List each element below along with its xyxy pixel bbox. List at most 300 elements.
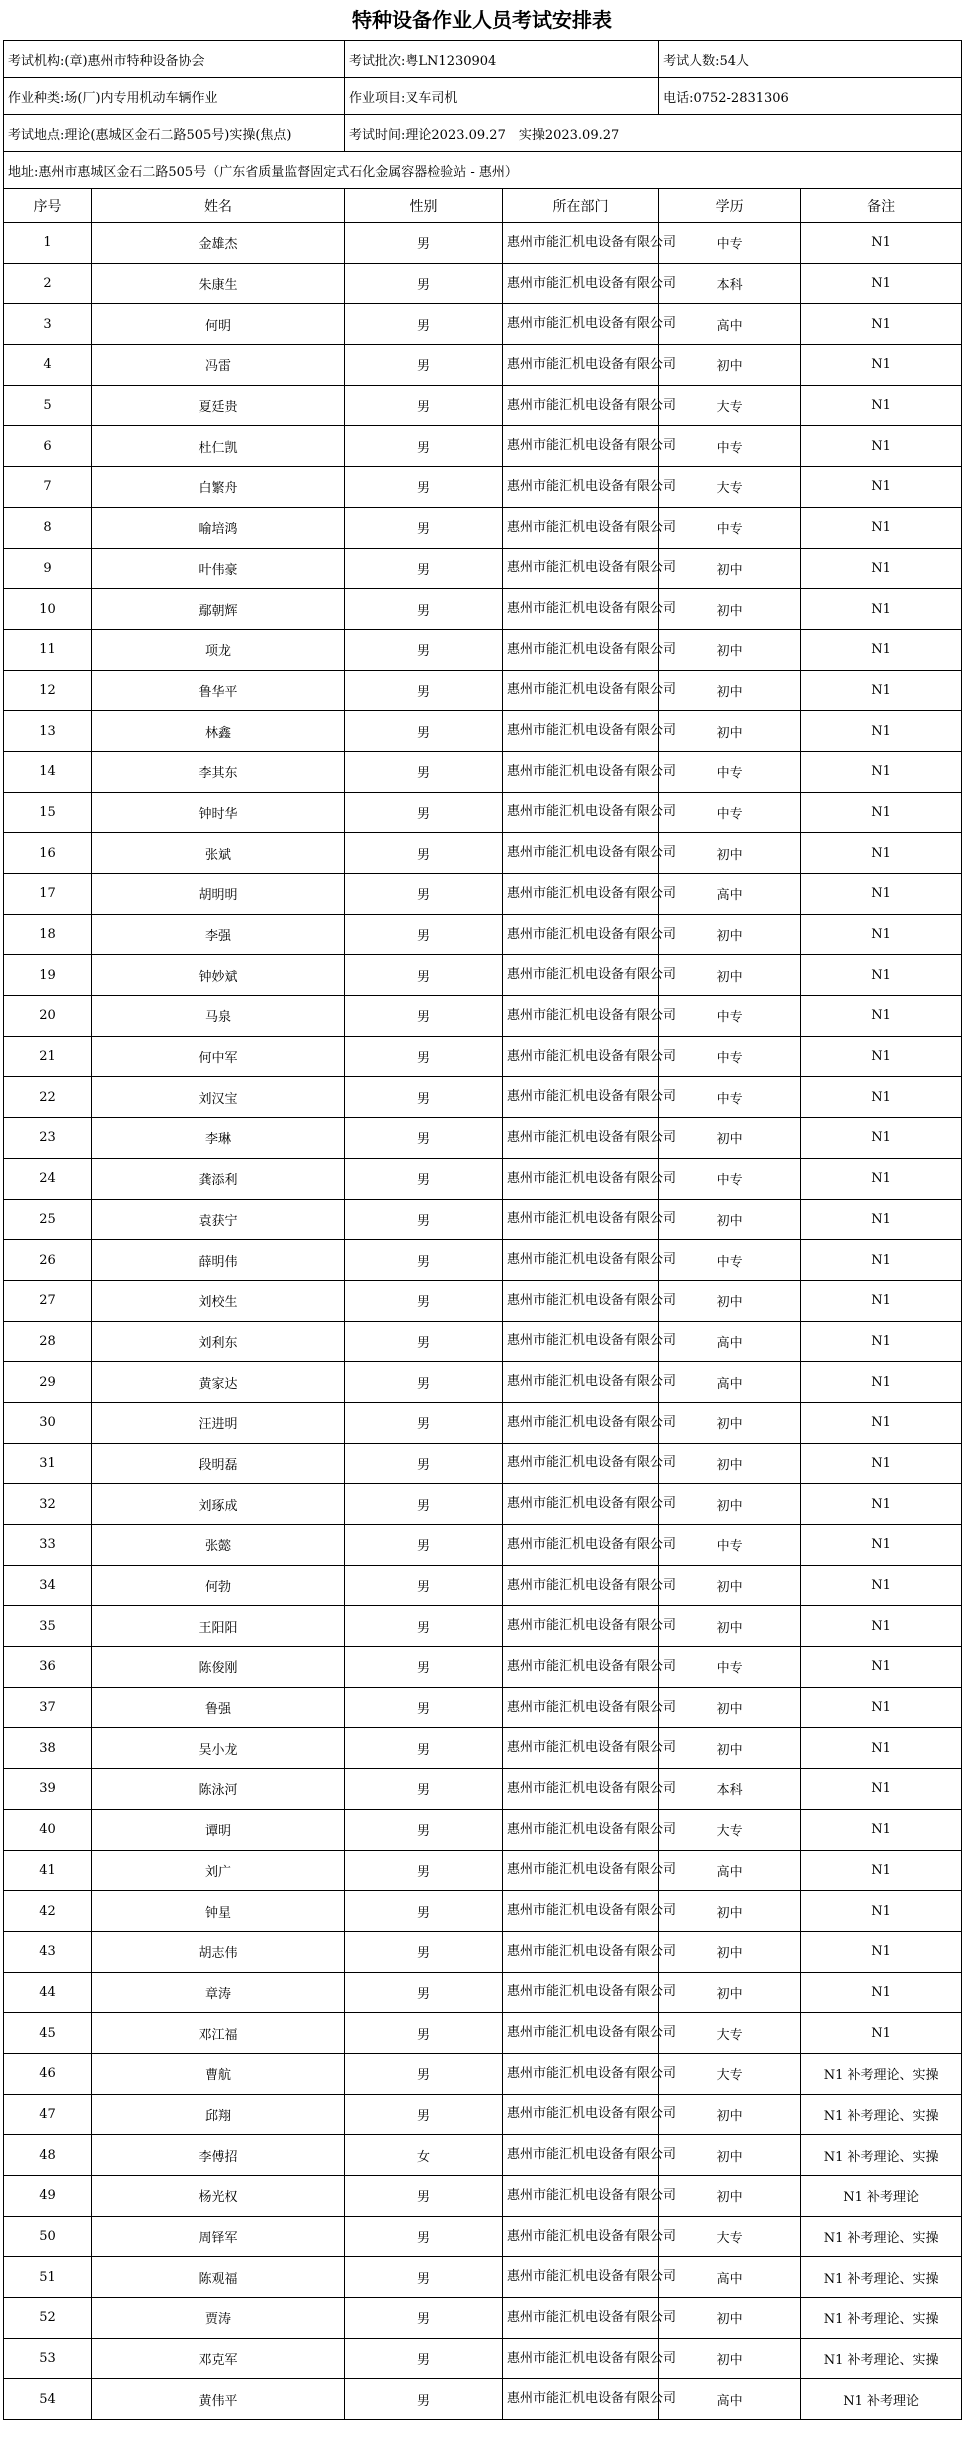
row-note: N1 bbox=[801, 1972, 962, 2013]
row-note: N1 bbox=[801, 1077, 962, 1118]
table-row bbox=[4, 507, 962, 548]
table-row bbox=[4, 1321, 962, 1362]
row-no: 54 bbox=[4, 2379, 92, 2420]
row-name: 胡明明 bbox=[92, 874, 345, 915]
row-no: 7 bbox=[4, 467, 92, 508]
table-row bbox=[4, 792, 962, 833]
row-name: 张懿 bbox=[92, 1525, 345, 1566]
row-note: N1 bbox=[801, 1647, 962, 1688]
row-name: 黄家达 bbox=[92, 1362, 345, 1403]
row-education: 初中 bbox=[659, 955, 801, 996]
row-education: 大专 bbox=[659, 2216, 801, 2257]
row-no: 43 bbox=[4, 1931, 92, 1972]
row-note: N1 bbox=[801, 1687, 962, 1728]
row-sex: 男 bbox=[345, 2257, 503, 2298]
row-sex: 男 bbox=[345, 996, 503, 1037]
row-note: N1 bbox=[801, 1280, 962, 1321]
table-row bbox=[4, 1443, 962, 1484]
row-no: 9 bbox=[4, 548, 92, 589]
header-note: 备注 bbox=[801, 189, 962, 223]
exam-location: 考试地点:理论(惠城区金石二路505号)实操(焦点) bbox=[4, 115, 345, 152]
row-sex: 男 bbox=[345, 914, 503, 955]
row-sex: 男 bbox=[345, 711, 503, 752]
row-sex: 男 bbox=[345, 1362, 503, 1403]
row-note: N1 bbox=[801, 426, 962, 467]
table-row bbox=[4, 874, 962, 915]
table-row bbox=[4, 1931, 962, 1972]
header-sex: 性别 bbox=[345, 189, 503, 223]
row-note: N1 bbox=[801, 996, 962, 1037]
row-note: N1 补考理论、实操 bbox=[801, 2135, 962, 2176]
row-no: 29 bbox=[4, 1362, 92, 1403]
table-row bbox=[4, 1850, 962, 1891]
exam-count: 考试人数:54人 bbox=[659, 41, 962, 78]
row-no: 8 bbox=[4, 507, 92, 548]
table-row bbox=[4, 426, 962, 467]
row-department: 惠州市能汇机电设备有限公司 bbox=[503, 1728, 659, 1769]
row-department: 惠州市能汇机电设备有限公司 bbox=[503, 629, 659, 670]
row-sex: 男 bbox=[345, 955, 503, 996]
row-education: 初中 bbox=[659, 711, 801, 752]
row-name: 陈观福 bbox=[92, 2257, 345, 2298]
table-row bbox=[4, 1077, 962, 1118]
row-education: 中专 bbox=[659, 1647, 801, 1688]
row-department: 惠州市能汇机电设备有限公司 bbox=[503, 2135, 659, 2176]
row-note: N1 补考理论、实操 bbox=[801, 2216, 962, 2257]
row-sex: 男 bbox=[345, 345, 503, 386]
row-note: N1 bbox=[801, 1565, 962, 1606]
table-row bbox=[4, 996, 962, 1037]
row-name: 黄伟平 bbox=[92, 2379, 345, 2420]
row-sex: 男 bbox=[345, 670, 503, 711]
header-no: 序号 bbox=[4, 189, 92, 223]
row-sex: 男 bbox=[345, 1606, 503, 1647]
table-row bbox=[4, 548, 962, 589]
row-no: 19 bbox=[4, 955, 92, 996]
row-department: 惠州市能汇机电设备有限公司 bbox=[503, 1972, 659, 2013]
exam-address: 地址:惠州市惠城区金石二路505号（广东省质量监督固定式石化金属容器检验站 - 惠州） bbox=[4, 152, 962, 189]
row-sex: 男 bbox=[345, 507, 503, 548]
row-department: 惠州市能汇机电设备有限公司 bbox=[503, 1647, 659, 1688]
table-row bbox=[4, 345, 962, 386]
row-note: N1 bbox=[801, 1321, 962, 1362]
row-note: N1 bbox=[801, 385, 962, 426]
row-education: 大专 bbox=[659, 1809, 801, 1850]
row-department: 惠州市能汇机电设备有限公司 bbox=[503, 1525, 659, 1566]
row-sex: 男 bbox=[345, 1972, 503, 2013]
row-education: 中专 bbox=[659, 751, 801, 792]
table-row bbox=[4, 711, 962, 752]
table-row bbox=[4, 2135, 962, 2176]
row-department: 惠州市能汇机电设备有限公司 bbox=[503, 2176, 659, 2217]
row-department: 惠州市能汇机电设备有限公司 bbox=[503, 2338, 659, 2379]
row-sex: 男 bbox=[345, 1240, 503, 1281]
row-department: 惠州市能汇机电设备有限公司 bbox=[503, 1077, 659, 1118]
row-note: N1 bbox=[801, 792, 962, 833]
table-row bbox=[4, 1565, 962, 1606]
row-name: 李琳 bbox=[92, 1118, 345, 1159]
row-note: N1 bbox=[801, 1606, 962, 1647]
row-no: 37 bbox=[4, 1687, 92, 1728]
row-education: 中专 bbox=[659, 223, 801, 264]
row-sex: 男 bbox=[345, 1158, 503, 1199]
row-education: 初中 bbox=[659, 1687, 801, 1728]
row-department: 惠州市能汇机电设备有限公司 bbox=[503, 1931, 659, 1972]
row-name: 李傅招 bbox=[92, 2135, 345, 2176]
row-department: 惠州市能汇机电设备有限公司 bbox=[503, 385, 659, 426]
table-row bbox=[4, 1769, 962, 1810]
row-sex: 男 bbox=[345, 1077, 503, 1118]
row-department: 惠州市能汇机电设备有限公司 bbox=[503, 1158, 659, 1199]
row-name: 刘校生 bbox=[92, 1280, 345, 1321]
row-sex: 男 bbox=[345, 1565, 503, 1606]
row-education: 高中 bbox=[659, 1362, 801, 1403]
row-note: N1 bbox=[801, 1199, 962, 1240]
row-sex: 男 bbox=[345, 1769, 503, 1810]
row-education: 大专 bbox=[659, 2053, 801, 2094]
row-sex: 男 bbox=[345, 1036, 503, 1077]
row-no: 49 bbox=[4, 2176, 92, 2217]
row-note: N1 bbox=[801, 1931, 962, 1972]
row-department: 惠州市能汇机电设备有限公司 bbox=[503, 1443, 659, 1484]
row-name: 陈俊刚 bbox=[92, 1647, 345, 1688]
row-department: 惠州市能汇机电设备有限公司 bbox=[503, 467, 659, 508]
row-education: 初中 bbox=[659, 1280, 801, 1321]
row-note: N1 bbox=[801, 345, 962, 386]
row-note: N1 bbox=[801, 263, 962, 304]
row-no: 46 bbox=[4, 2053, 92, 2094]
header-education: 学历 bbox=[659, 189, 801, 223]
row-department: 惠州市能汇机电设备有限公司 bbox=[503, 2013, 659, 2054]
table-row bbox=[4, 914, 962, 955]
row-note: N1 bbox=[801, 1402, 962, 1443]
row-sex: 男 bbox=[345, 792, 503, 833]
table-row bbox=[4, 2176, 962, 2217]
row-no: 40 bbox=[4, 1809, 92, 1850]
row-name: 杨光权 bbox=[92, 2176, 345, 2217]
table-row bbox=[4, 1240, 962, 1281]
table-row bbox=[4, 1525, 962, 1566]
exam-schedule-table bbox=[3, 40, 962, 2420]
row-sex: 男 bbox=[345, 1687, 503, 1728]
row-department: 惠州市能汇机电设备有限公司 bbox=[503, 1484, 659, 1525]
row-sex: 男 bbox=[345, 589, 503, 630]
row-department: 惠州市能汇机电设备有限公司 bbox=[503, 223, 659, 264]
row-name: 李其东 bbox=[92, 751, 345, 792]
table-row bbox=[4, 1484, 962, 1525]
row-note: N1 bbox=[801, 589, 962, 630]
row-department: 惠州市能汇机电设备有限公司 bbox=[503, 751, 659, 792]
table-row bbox=[4, 1118, 962, 1159]
row-no: 45 bbox=[4, 2013, 92, 2054]
row-no: 4 bbox=[4, 345, 92, 386]
row-sex: 男 bbox=[345, 833, 503, 874]
row-department: 惠州市能汇机电设备有限公司 bbox=[503, 2379, 659, 2420]
row-education: 初中 bbox=[659, 1606, 801, 1647]
row-department: 惠州市能汇机电设备有限公司 bbox=[503, 1891, 659, 1932]
row-department: 惠州市能汇机电设备有限公司 bbox=[503, 2094, 659, 2135]
row-name: 何明 bbox=[92, 304, 345, 345]
row-department: 惠州市能汇机电设备有限公司 bbox=[503, 548, 659, 589]
row-note: N1 bbox=[801, 1443, 962, 1484]
row-sex: 男 bbox=[345, 1891, 503, 1932]
row-sex: 男 bbox=[345, 223, 503, 264]
row-no: 11 bbox=[4, 629, 92, 670]
table-row bbox=[4, 670, 962, 711]
row-sex: 男 bbox=[345, 1931, 503, 1972]
row-sex: 男 bbox=[345, 1443, 503, 1484]
row-no: 35 bbox=[4, 1606, 92, 1647]
row-education: 中专 bbox=[659, 996, 801, 1037]
row-sex: 男 bbox=[345, 2013, 503, 2054]
row-note: N1 bbox=[801, 751, 962, 792]
row-note: N1 补考理论、实操 bbox=[801, 2257, 962, 2298]
row-note: N1 bbox=[801, 548, 962, 589]
row-name: 曹航 bbox=[92, 2053, 345, 2094]
row-no: 13 bbox=[4, 711, 92, 752]
row-note: N1 bbox=[801, 1891, 962, 1932]
document-title: 特种设备作业人员考试安排表 bbox=[352, 8, 612, 32]
row-name: 夏廷贵 bbox=[92, 385, 345, 426]
row-name: 刘琢成 bbox=[92, 1484, 345, 1525]
row-no: 12 bbox=[4, 670, 92, 711]
table-row bbox=[4, 2338, 962, 2379]
row-note: N1 bbox=[801, 467, 962, 508]
row-education: 大专 bbox=[659, 467, 801, 508]
row-department: 惠州市能汇机电设备有限公司 bbox=[503, 2216, 659, 2257]
row-no: 47 bbox=[4, 2094, 92, 2135]
row-note: N1 bbox=[801, 833, 962, 874]
row-no: 31 bbox=[4, 1443, 92, 1484]
table-row bbox=[4, 1158, 962, 1199]
row-education: 高中 bbox=[659, 1850, 801, 1891]
row-no: 39 bbox=[4, 1769, 92, 1810]
row-name: 刘利东 bbox=[92, 1321, 345, 1362]
row-note: N1 bbox=[801, 1118, 962, 1159]
row-note: N1 bbox=[801, 1850, 962, 1891]
row-sex: 男 bbox=[345, 467, 503, 508]
row-no: 30 bbox=[4, 1402, 92, 1443]
row-no: 3 bbox=[4, 304, 92, 345]
info-row-3 bbox=[4, 115, 962, 152]
row-note: N1 bbox=[801, 1809, 962, 1850]
row-no: 10 bbox=[4, 589, 92, 630]
row-department: 惠州市能汇机电设备有限公司 bbox=[503, 1199, 659, 1240]
row-name: 陈泳河 bbox=[92, 1769, 345, 1810]
row-no: 42 bbox=[4, 1891, 92, 1932]
row-department: 惠州市能汇机电设备有限公司 bbox=[503, 996, 659, 1037]
info-row-4 bbox=[4, 152, 962, 189]
row-sex: 男 bbox=[345, 2094, 503, 2135]
table-row bbox=[4, 589, 962, 630]
row-name: 马泉 bbox=[92, 996, 345, 1037]
table-row bbox=[4, 2257, 962, 2298]
row-education: 初中 bbox=[659, 2094, 801, 2135]
exam-batch: 考试批次:粤LN1230904 bbox=[345, 41, 659, 78]
row-sex: 男 bbox=[345, 2176, 503, 2217]
row-name: 王阳阳 bbox=[92, 1606, 345, 1647]
row-education: 初中 bbox=[659, 1118, 801, 1159]
row-education: 初中 bbox=[659, 589, 801, 630]
work-project: 作业项目:叉车司机 bbox=[345, 78, 659, 115]
table-row bbox=[4, 1647, 962, 1688]
row-no: 18 bbox=[4, 914, 92, 955]
row-sex: 男 bbox=[345, 751, 503, 792]
row-name: 何中军 bbox=[92, 1036, 345, 1077]
row-no: 23 bbox=[4, 1118, 92, 1159]
row-sex: 男 bbox=[345, 629, 503, 670]
row-no: 48 bbox=[4, 2135, 92, 2176]
table-row bbox=[4, 833, 962, 874]
row-education: 高中 bbox=[659, 2257, 801, 2298]
row-education: 中专 bbox=[659, 1158, 801, 1199]
table-row bbox=[4, 2013, 962, 2054]
row-no: 28 bbox=[4, 1321, 92, 1362]
row-education: 中专 bbox=[659, 1525, 801, 1566]
row-department: 惠州市能汇机电设备有限公司 bbox=[503, 1687, 659, 1728]
row-department: 惠州市能汇机电设备有限公司 bbox=[503, 1280, 659, 1321]
table-row bbox=[4, 2298, 962, 2339]
row-no: 2 bbox=[4, 263, 92, 304]
row-education: 高中 bbox=[659, 874, 801, 915]
table-row bbox=[4, 467, 962, 508]
row-department: 惠州市能汇机电设备有限公司 bbox=[503, 1402, 659, 1443]
row-sex: 男 bbox=[345, 1402, 503, 1443]
table-row bbox=[4, 1809, 962, 1850]
row-name: 李强 bbox=[92, 914, 345, 955]
table-row bbox=[4, 955, 962, 996]
exam-time: 考试时间:理论2023.09.27 实操2023.09.27 bbox=[345, 115, 962, 152]
row-no: 52 bbox=[4, 2298, 92, 2339]
row-no: 17 bbox=[4, 874, 92, 915]
row-education: 初中 bbox=[659, 1728, 801, 1769]
row-name: 林鑫 bbox=[92, 711, 345, 752]
contact-phone: 电话:0752-2831306 bbox=[659, 78, 962, 115]
row-department: 惠州市能汇机电设备有限公司 bbox=[503, 345, 659, 386]
row-name: 龚添利 bbox=[92, 1158, 345, 1199]
row-name: 汪进明 bbox=[92, 1402, 345, 1443]
row-sex: 男 bbox=[345, 1484, 503, 1525]
row-note: N1 bbox=[801, 1484, 962, 1525]
row-department: 惠州市能汇机电设备有限公司 bbox=[503, 792, 659, 833]
row-education: 中专 bbox=[659, 507, 801, 548]
row-name: 刘广 bbox=[92, 1850, 345, 1891]
row-name: 钟时华 bbox=[92, 792, 345, 833]
info-row-2 bbox=[4, 78, 962, 115]
row-education: 初中 bbox=[659, 670, 801, 711]
row-sex: 男 bbox=[345, 426, 503, 467]
row-education: 初中 bbox=[659, 1484, 801, 1525]
row-department: 惠州市能汇机电设备有限公司 bbox=[503, 1362, 659, 1403]
row-note: N1 bbox=[801, 1158, 962, 1199]
row-note: N1 bbox=[801, 1362, 962, 1403]
table-row bbox=[4, 629, 962, 670]
table-row bbox=[4, 1036, 962, 1077]
header-name: 姓名 bbox=[92, 189, 345, 223]
row-education: 高中 bbox=[659, 304, 801, 345]
row-department: 惠州市能汇机电设备有限公司 bbox=[503, 2298, 659, 2339]
row-name: 张斌 bbox=[92, 833, 345, 874]
row-note: N1 补考理论、实操 bbox=[801, 2338, 962, 2379]
row-education: 初中 bbox=[659, 2176, 801, 2217]
row-no: 27 bbox=[4, 1280, 92, 1321]
row-sex: 男 bbox=[345, 2216, 503, 2257]
row-department: 惠州市能汇机电设备有限公司 bbox=[503, 670, 659, 711]
row-name: 章涛 bbox=[92, 1972, 345, 2013]
row-education: 本科 bbox=[659, 1769, 801, 1810]
table-row bbox=[4, 2379, 962, 2420]
row-department: 惠州市能汇机电设备有限公司 bbox=[503, 1809, 659, 1850]
row-name: 钟星 bbox=[92, 1891, 345, 1932]
row-education: 初中 bbox=[659, 1402, 801, 1443]
table-row bbox=[4, 1728, 962, 1769]
row-department: 惠州市能汇机电设备有限公司 bbox=[503, 304, 659, 345]
row-education: 高中 bbox=[659, 1321, 801, 1362]
row-no: 1 bbox=[4, 223, 92, 264]
row-education: 初中 bbox=[659, 2338, 801, 2379]
row-department: 惠州市能汇机电设备有限公司 bbox=[503, 955, 659, 996]
row-name: 邱翔 bbox=[92, 2094, 345, 2135]
row-note: N1 bbox=[801, 304, 962, 345]
row-no: 25 bbox=[4, 1199, 92, 1240]
row-education: 初中 bbox=[659, 1891, 801, 1932]
row-name: 袁获宁 bbox=[92, 1199, 345, 1240]
row-name: 贾涛 bbox=[92, 2298, 345, 2339]
row-sex: 男 bbox=[345, 548, 503, 589]
row-education: 中专 bbox=[659, 426, 801, 467]
row-name: 周铎军 bbox=[92, 2216, 345, 2257]
row-education: 中专 bbox=[659, 1077, 801, 1118]
row-education: 初中 bbox=[659, 1443, 801, 1484]
row-no: 24 bbox=[4, 1158, 92, 1199]
row-no: 51 bbox=[4, 2257, 92, 2298]
row-sex: 男 bbox=[345, 874, 503, 915]
row-no: 53 bbox=[4, 2338, 92, 2379]
row-no: 38 bbox=[4, 1728, 92, 1769]
row-no: 44 bbox=[4, 1972, 92, 2013]
row-department: 惠州市能汇机电设备有限公司 bbox=[503, 426, 659, 467]
row-no: 14 bbox=[4, 751, 92, 792]
table-row bbox=[4, 263, 962, 304]
table-row bbox=[4, 2053, 962, 2094]
row-note: N1 bbox=[801, 1525, 962, 1566]
row-note: N1 bbox=[801, 670, 962, 711]
row-no: 21 bbox=[4, 1036, 92, 1077]
row-department: 惠州市能汇机电设备有限公司 bbox=[503, 1036, 659, 1077]
row-no: 41 bbox=[4, 1850, 92, 1891]
row-name: 吴小龙 bbox=[92, 1728, 345, 1769]
row-no: 33 bbox=[4, 1525, 92, 1566]
row-note: N1 补考理论、实操 bbox=[801, 2053, 962, 2094]
row-name: 冯雷 bbox=[92, 345, 345, 386]
row-name: 叶伟豪 bbox=[92, 548, 345, 589]
row-education: 初中 bbox=[659, 1972, 801, 2013]
row-name: 鲁强 bbox=[92, 1687, 345, 1728]
row-education: 初中 bbox=[659, 2298, 801, 2339]
row-sex: 男 bbox=[345, 1118, 503, 1159]
row-name: 邓江福 bbox=[92, 2013, 345, 2054]
table-row bbox=[4, 1891, 962, 1932]
row-name: 朱康生 bbox=[92, 263, 345, 304]
row-education: 初中 bbox=[659, 629, 801, 670]
row-sex: 男 bbox=[345, 1809, 503, 1850]
table-row bbox=[4, 223, 962, 264]
row-department: 惠州市能汇机电设备有限公司 bbox=[503, 1850, 659, 1891]
row-name: 喻培鸿 bbox=[92, 507, 345, 548]
row-education: 初中 bbox=[659, 833, 801, 874]
table-header-row bbox=[4, 189, 962, 223]
row-sex: 男 bbox=[345, 1850, 503, 1891]
